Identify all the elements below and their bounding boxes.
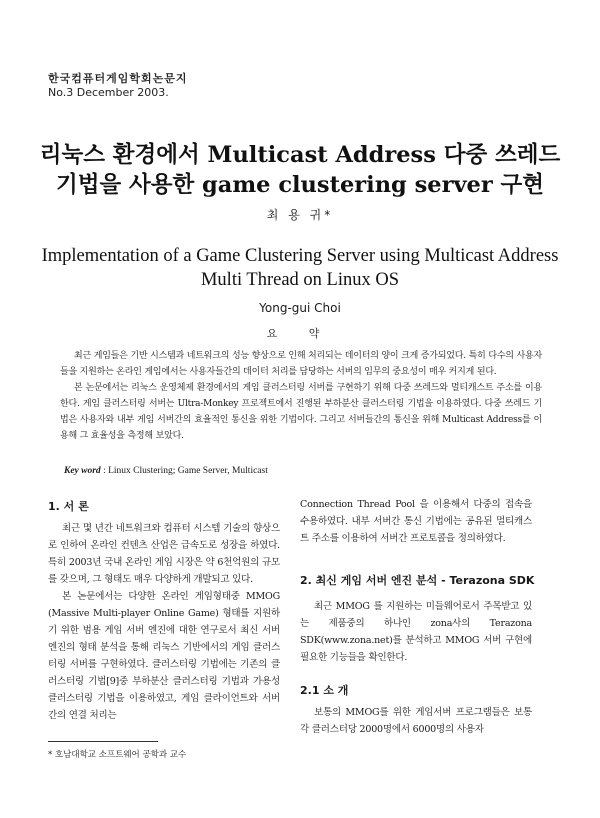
- english-author: Yong-gui Choi: [259, 301, 341, 315]
- korean-title-line1: 리눅스 환경에서 Multicast Address 다중 쓰레드: [39, 142, 561, 168]
- abstract-paragraph-1: 최근 게임들은 기반 시스템과 네트워크의 성능 향상으로 인해 처리되는 데이터의 양이 크게 증가되었다. 특히 다수의 사용자들을 지원하는 온라인 게임에서는 사용자들간의 데이터 처리를 담당하는 서버의 임무의 중요성이 매우 커지게 된다.: [60, 351, 542, 377]
- section-2-body: [300, 598, 532, 666]
- keywords-text: : Linux Clustering; Game Server, Multicast: [103, 466, 268, 476]
- section-2-1-heading: 2.1 소 개: [300, 684, 349, 697]
- left-column: [48, 520, 280, 724]
- section-2-paragraph-1: 최근 MMOG 를 지원하는 미들웨어로서 주목받고 있는 제품중의 하나인 zona사의 Terazona SDK(www.zona.net)를 분석하고 MMOG 서버 구현에 필요한 기능들을 확인한다.: [300, 601, 532, 663]
- abstract-paragraph-2: 본 논문에서는 리눅스 운영체제 환경에서의 게임 클러스터링 서버를 구현하기 위해 다중 쓰레드와 멀티캐스트 주소를 이용한다. 게임 클러스터링 서버는 Ultra-Monkey 프로젝트에서 진행된 부하분산 클러스터링 기법을 이용하였다. 다중 쓰레드 기법은 사용자와 내부 게임 서버간의 효율적인 통신을 위한 기법이다. 그리고 서버들간의 통신을 위해 Multicast Address를 이용해 그 효율성을 측정해 보았다.: [60, 383, 542, 441]
- section-1-paragraph-2: 본 논문에서는 다양한 온라인 게임형태중 MMOG (Massive Multi-player Online Game) 형태를 지원하기 위한 범용 게임 서버 엔진에 대한 연구로서 최신 서버 엔진의 형태 분석을 통해 리눅스 기반에서의 게임 클러스터링 서버를 구현하였다. 클러스터링 기법에는 기존의 클러스터링 기법[9]중 부하분산 클러스터링 기법과 가용성 클러스터링 기법을 이용하였고, 게임 클라이언트와 서버간의 연결 처리는: [48, 591, 280, 721]
- right-column-paragraph-continued: Connection Thread Pool 을 이용해서 다중의 접속을 수용하였다. 내부 서버간 통신 기법에는 공유된 멀티캐스트 주소를 이용하여 서버간 프로토콜을 정의하였다.: [300, 499, 532, 544]
- section-1-heading: 1. 서 론: [48, 500, 89, 513]
- abstract-heading: 요 약: [266, 327, 334, 340]
- keywords: [64, 466, 268, 476]
- section-2-1-paragraph-1: 보통의 MMOG를 위한 게임서버 프로그램들은 보통 각 클러스터당 2000명에서 6000명의 사용자: [300, 707, 532, 735]
- english-title-line1: Implementation of a Game Clustering Server using Multicast Address: [41, 246, 559, 266]
- section-2-heading: 2. 최신 게임 서버 엔진 분석 - Terazona SDK: [300, 574, 535, 587]
- korean-title-line2: 기법을 사용한 game clustering server 구현: [55, 172, 545, 198]
- section-2-1-body: [300, 704, 532, 738]
- journal-name: 한국컴퓨터게임학회논문지: [48, 72, 188, 85]
- section-1-paragraph-1: 최근 몇 년간 네트워크와 컴퓨터 시스템 기술의 향상으로 인하여 온라인 컨텐츠 산업은 급속도로 성장을 하였다. 특히 2003년 국내 온라인 게임 시장은 약 6천억원의 규모를 갖으며, 그 형태도 매우 다양하게 개발되고 있다.: [48, 523, 280, 585]
- english-title-line2: Multi Thread on Linux OS: [200, 270, 399, 290]
- korean-author: 최 용 귀*: [266, 208, 334, 222]
- keywords-label: Key word: [64, 466, 101, 476]
- english-title: [0, 244, 600, 292]
- footnote: * 호남대학교 소프트웨어 공학과 교수: [48, 750, 187, 760]
- journal-header: [48, 72, 188, 100]
- right-column-top: [300, 496, 532, 547]
- journal-issue: No.3 December 2003.: [48, 86, 169, 99]
- abstract-body: [60, 348, 542, 444]
- footnote-divider: [48, 741, 158, 742]
- korean-title: [0, 140, 600, 200]
